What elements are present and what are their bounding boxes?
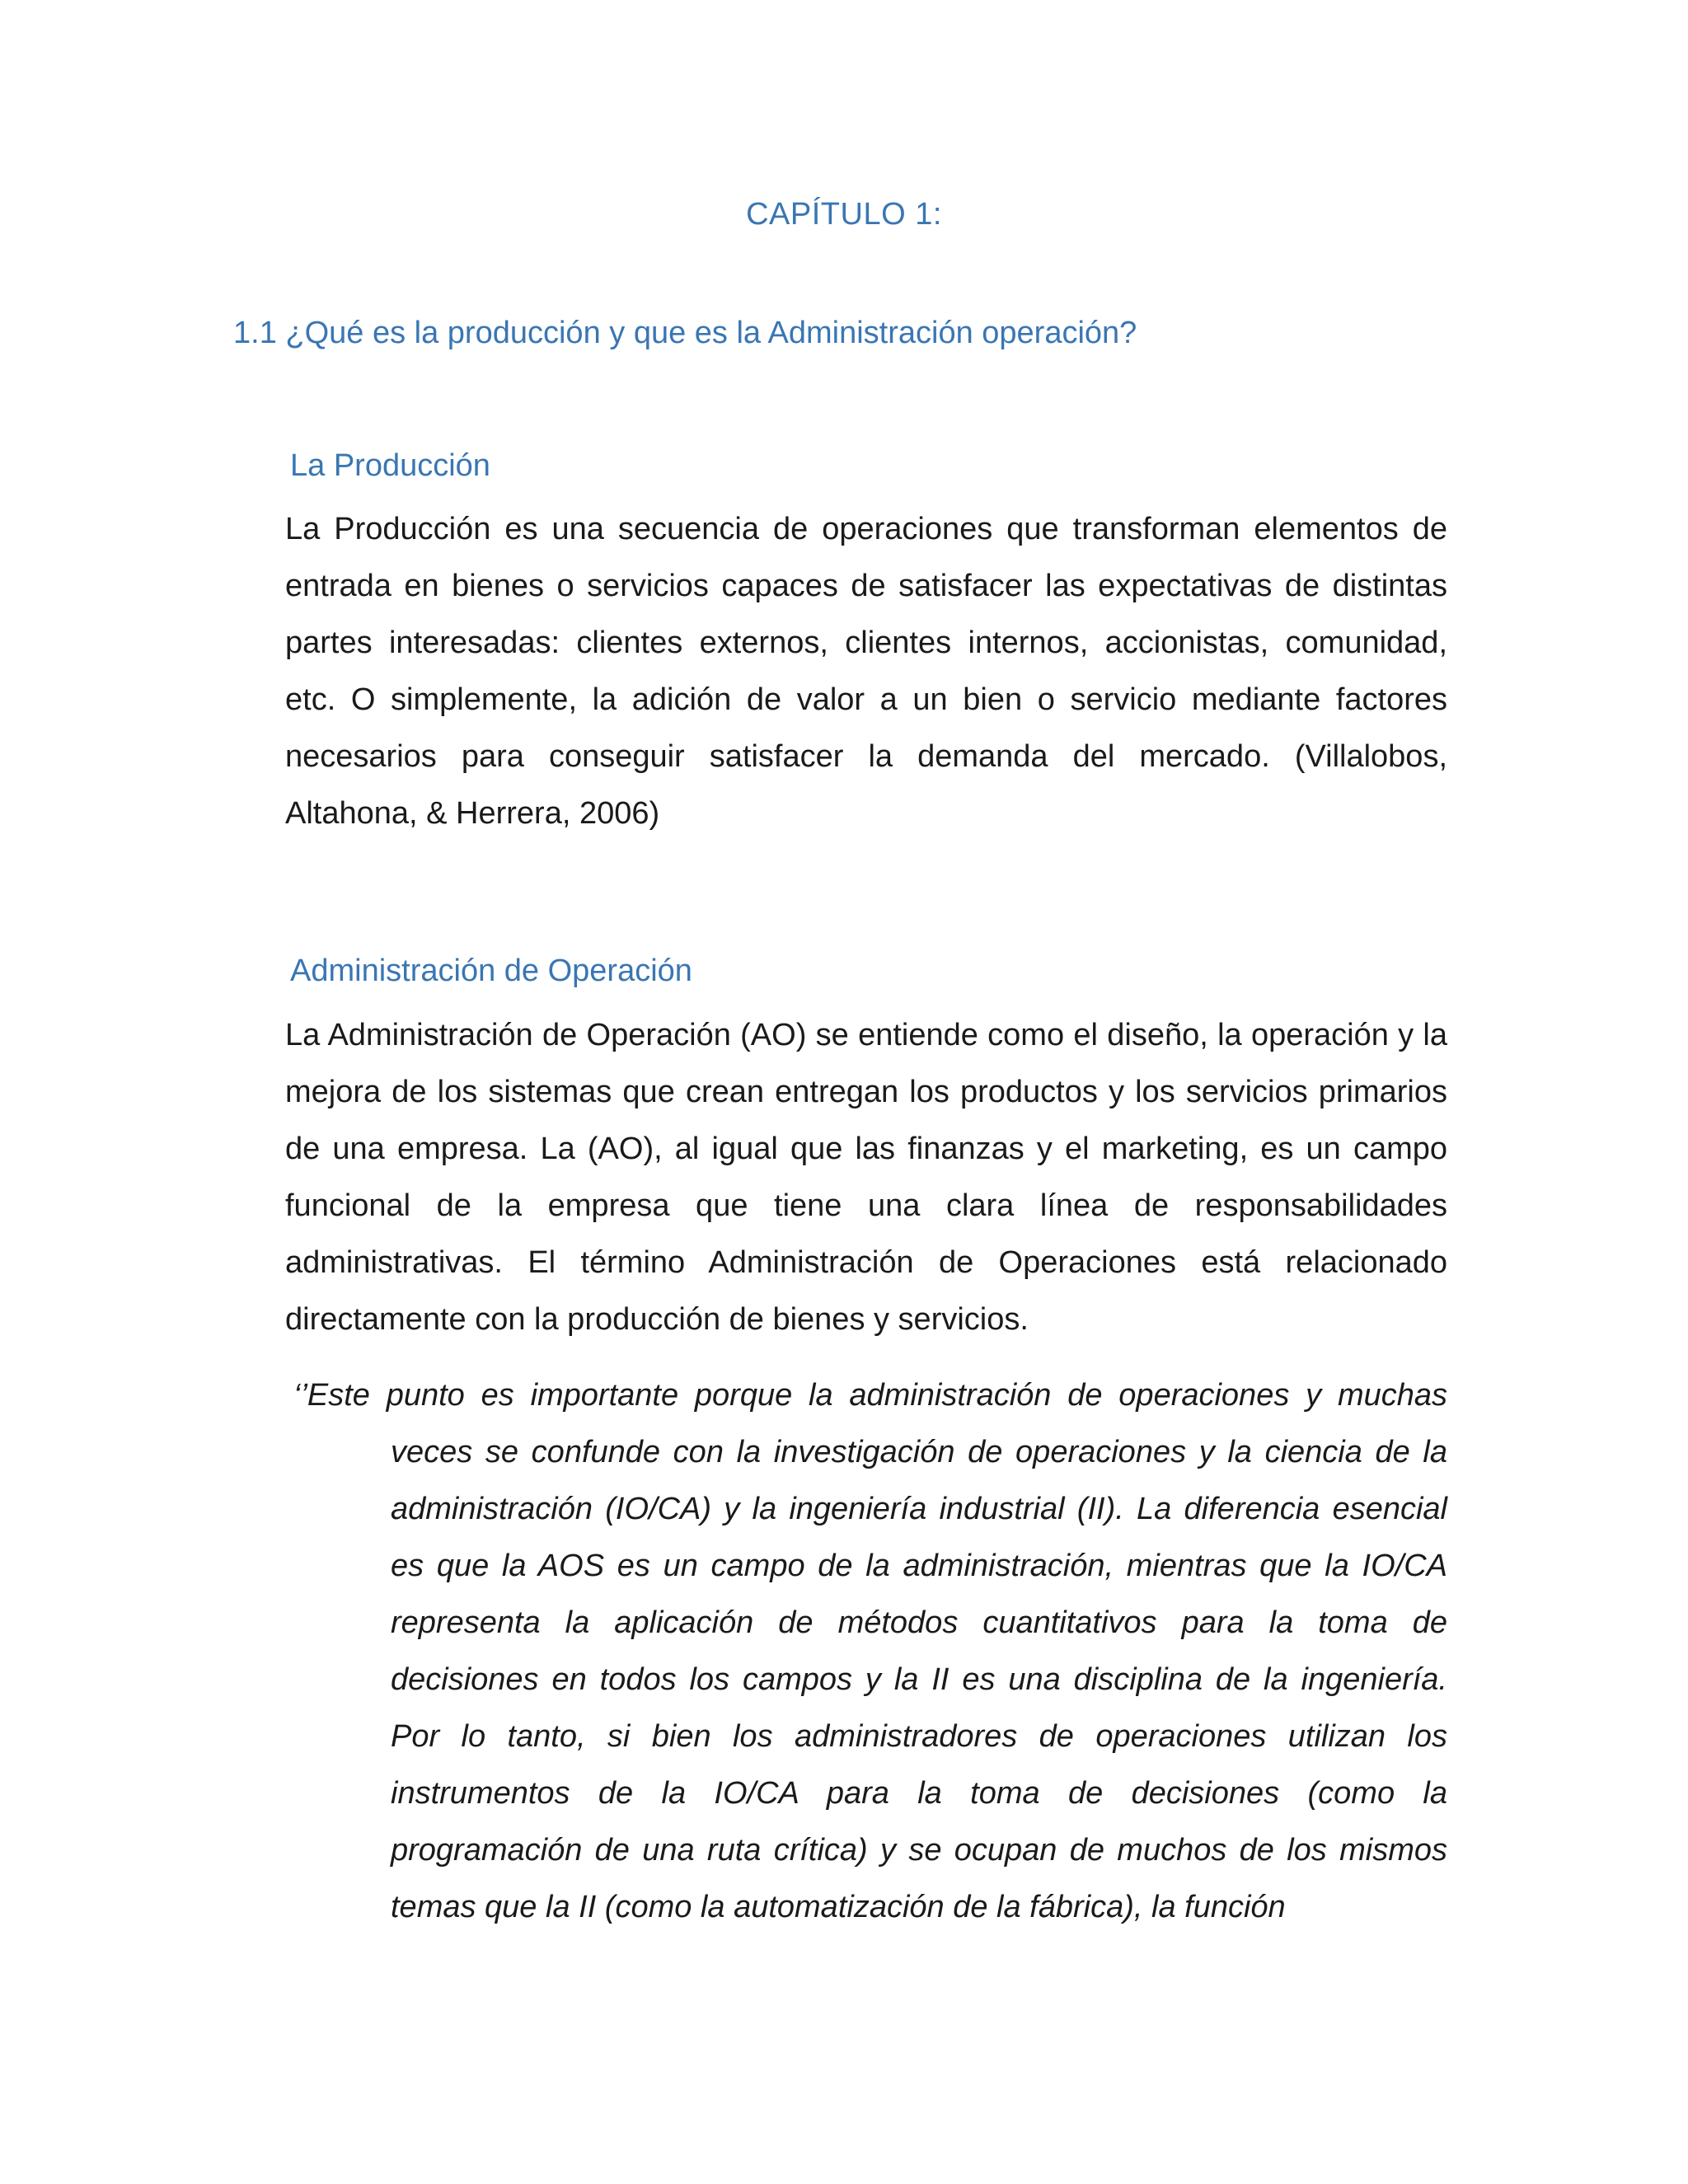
- paragraph-administracion-operacion: La Administración de Operación (AO) se entiende como el diseño, la operación y la mejora de los sistemas que crean entregan los productos y los servicios primarios de una empresa. La (AO), al igual que las finanzas y el marketing, es un campo funcional de la empresa que tiene una clara línea de responsabilidades administrativas. El término Administración de Operaciones está relacionado directamente con la producción de bienes y servicios.: [285, 1018, 1447, 1337]
- paragraph-produccion: La Producción es una secuencia de operaciones que transforman elementos de entrada en bienes o servicios capaces de satisfacer las expectativas de distintas partes interesadas: clientes externos, clientes internos, accionistas, comunidad, etc. O simplemente, la adición de valor a un bien o servicio mediante factores necesarios para conseguir satisfacer la demanda del mercado. (Villalobos, Altahona, & Herrera, 2006): [285, 512, 1447, 831]
- subheading-produccion: La Producción: [290, 448, 490, 483]
- subheading-administracion-operacion: Administración de Operación: [290, 954, 692, 988]
- chapter-title: CAPÍTULO 1:: [746, 197, 942, 232]
- section-title: 1.1 ¿Qué es la producción y que es la Administración operación?: [233, 316, 1137, 350]
- block-quote: ‘’Este punto es importante porque la administración de operaciones y muchas veces se confunde con la investigación de operaciones y la ciencia de la administración (IO/CA) y la ingeniería industrial (II). La diferencia esencial es que la AOS es un campo de la administración, mientras que la IO/CA representa la aplicación de métodos cuantitativos para la toma de decisiones en todos los campos y la II es una disciplina de la ingeniería. Por lo tanto, si bien los administradores de operaciones utilizan los instrumentos de la IO/CA para la toma de decisiones (como la programación de una ruta crítica) y se ocupan de muchos de los mismos temas que la II (como la automatización de la fábrica), la función: [293, 1378, 1447, 1924]
